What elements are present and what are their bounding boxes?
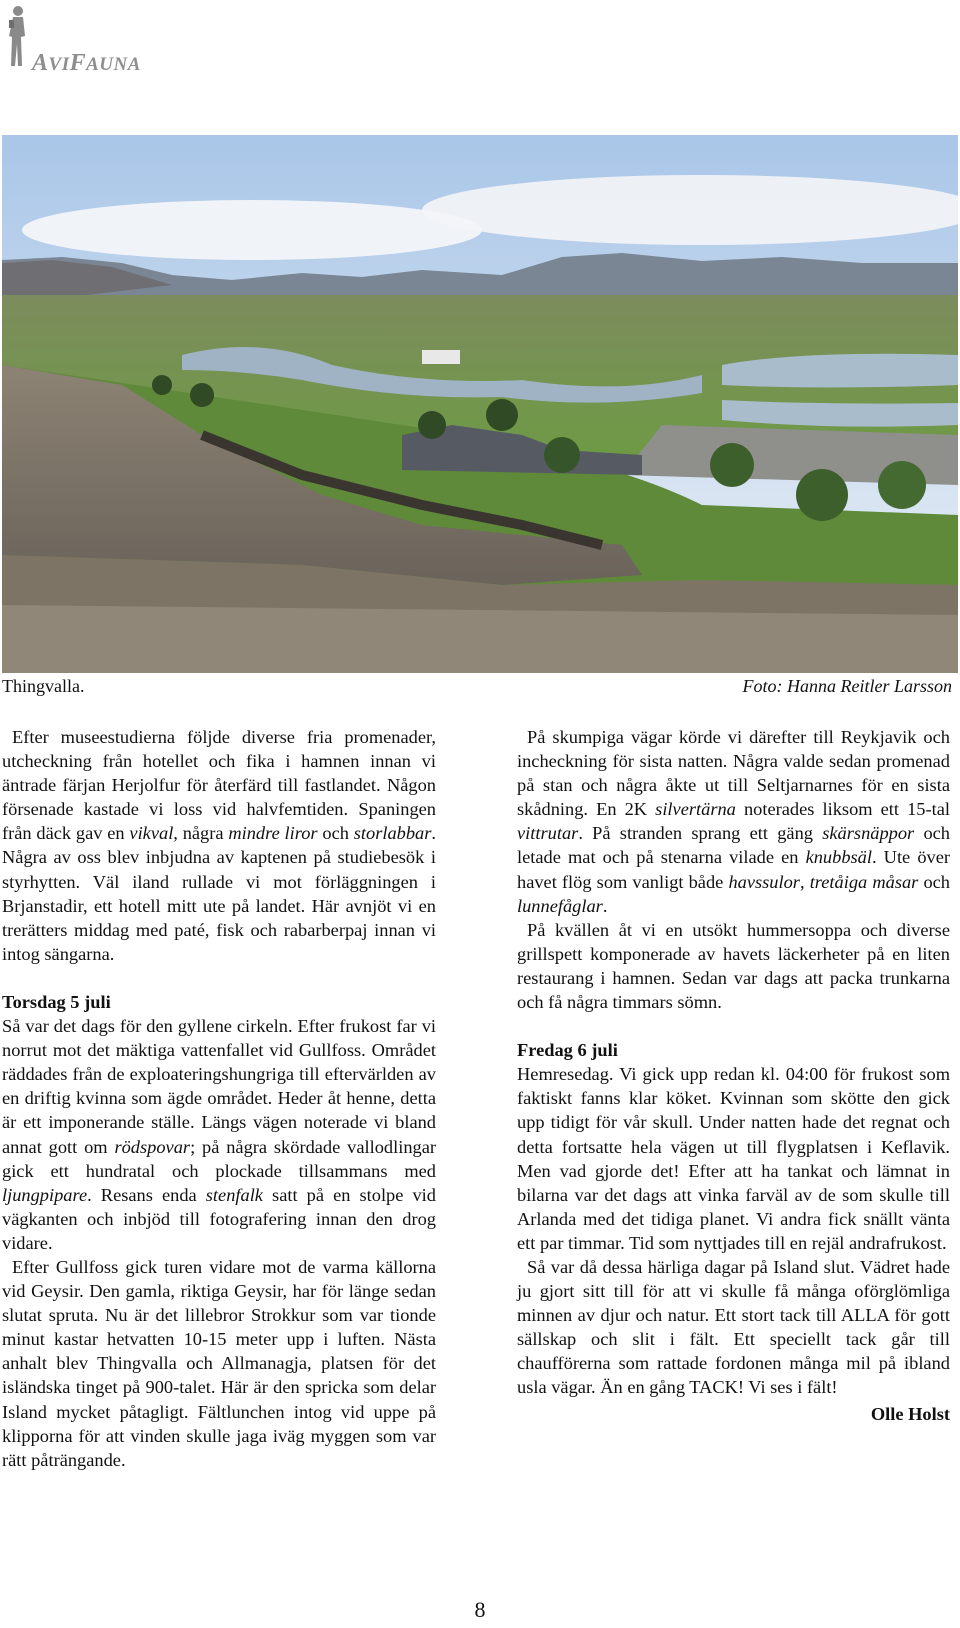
species-name: skärsnäppor	[822, 823, 915, 844]
species-name: vikval,	[129, 823, 178, 844]
photo-credit: Foto: Hanna Reitler Larsson	[742, 676, 952, 696]
paragraph	[517, 1255, 950, 1400]
species-name: stenfalk	[205, 1184, 263, 1205]
paragraph	[517, 1062, 950, 1255]
text-run: noterades liksom ett 15-tal	[735, 799, 950, 820]
species-name: havssulor	[728, 871, 800, 892]
paragraph	[2, 725, 436, 966]
species-name: ljungpipare	[2, 1184, 88, 1205]
right-column	[517, 725, 950, 1426]
text-run: och letade mat och på stenarna vilade en	[517, 823, 950, 868]
author-signature: Olle Holst	[870, 1403, 950, 1424]
paragraph	[2, 1014, 436, 1255]
species-name: vittrutar	[517, 823, 579, 844]
avifauna-logo	[4, 4, 204, 76]
text-run: Efter museestudierna följde diverse fria promenader, utcheckning från hotellet och fika i hamnen innan vi äntrade färjan Herjolfur för återfärd till fastlandet. Någon försenade kastade vi loss vid halvfemtiden. Spaningen från däck gav en	[2, 727, 436, 844]
text-run: och	[918, 871, 951, 892]
species-name: mindre liror	[228, 823, 318, 844]
photo-caption-place: Thingvalla.	[2, 676, 85, 696]
thingvalla-photo	[2, 135, 958, 673]
species-name: rödspovar	[114, 1136, 191, 1157]
text-run: . På stranden sprang ett gäng	[578, 823, 823, 844]
text-run: Så var då dessa härliga dagar på Island slut. Vädret hade ju gjort sitt till för att vi skulle få många oförglömliga minnen av djur och natur. Ett stort tack till ALLA för gott sällskap och slit i fält. Ett speciellt tack går till chaufförerna som rattade fordonen många mil på ibland usla vägar. Än en gång TACK! Vi ses i fält!	[517, 1256, 950, 1398]
text-run: . Några av oss blev inbjudna av kaptenen på studiebesök i styrhytten. Väl iland rullade vi mot förläggningen i Brjanstadir, ett hotell mitt ute på landet. Här avnjöt vi en trerätters middag med paté, fisk och rabarberpaj innan vi intog sängarna.	[2, 823, 437, 964]
text-run: några	[177, 823, 229, 844]
species-name: knubbsäl	[805, 847, 872, 868]
birdwatcher-figure-icon	[4, 4, 30, 74]
left-column	[2, 725, 436, 1472]
logo-text: AVIFAUNA	[32, 50, 141, 76]
paragraph	[517, 918, 950, 1014]
paragraph	[2, 1255, 436, 1472]
text-run: . Ute över havet flög som vanligt både	[517, 847, 950, 892]
species-name: tretåiga måsar	[809, 871, 919, 892]
text-run: Så var det dags för den gyllene cirkeln. Efter frukost far vi norrut mot det mäktiga vattenfallet vid Gullfoss. Området räddades från de exploateringshungriga till eftervärlden av en driftig kvinna som ägde området. Heder åt henne, detta är ett imponerande ställe. Längs vägen noterade vi bland annat gott om	[2, 1016, 436, 1157]
text-run: och	[317, 823, 354, 844]
paragraph	[517, 725, 950, 918]
text-run: ; på några skördade vallodlingar gick ett hundratal och plockade tillsammans med	[2, 1136, 436, 1181]
text-run: . Resans enda	[87, 1184, 206, 1205]
text-run: ,	[799, 871, 810, 892]
text-run: På skumpiga vägar körde vi därefter till Reykjavik och incheckning för sista natten. Några valde sedan promenad på stan och några åkte ut till Seltjarnarnes för en sista skådning. En 2K	[517, 727, 950, 820]
species-name: storlabbar	[353, 823, 432, 844]
species-name: silvertärna	[655, 799, 736, 820]
page-number: 8	[474, 1597, 486, 1622]
section-heading-fredag: Fredag 6 juli	[517, 1040, 618, 1061]
text-run: Hemresedag. Vi gick upp redan kl. 04:00 för frukost som faktiskt fanns klar köket. Kvinnan som skötte den gick upp tidigt för vår skull. Under natten hade det regnat och detta fortsatte hela vägen ut till flygplatsen i Keflavik. Men vad gjorde det! Efter att ha tankat och lämnat in bilarna var det dags att vinka farväl av de som skulle till Arlanda med det tidiga planet. Vi andra fick snällt vänta ett par timmar. Tid som nyttjades till en rejäl andrafrukost.	[517, 1064, 950, 1253]
section-heading-torsdag: Torsdag 5 juli	[2, 991, 111, 1012]
text-run: På kvällen åt vi en utsökt hummersoppa och diverse grillspett komponerade av havets läckerheter på en liten restaurang i hamnen. Sedan var dags att packa trunkarna och få några timmars sömn.	[517, 919, 950, 1013]
text-run: satt på en stolpe vid vägkanten och inbjöd till fotografering innan den drog vidare.	[2, 1184, 436, 1253]
species-name: lunnefåglar	[517, 895, 603, 916]
text-run: Efter Gullfoss gick turen vidare mot de varma källorna vid Geysir. Den gamla, riktiga Geysir, har för länge sedan slutat spruta. Nu är det lillebror Strokkur som var tionde minut kastar hetvatten 10-15 meter upp i luften. Nästa anhalt blev Thingvalla och Allmanagja, platsen för det isländska tinget på 900-talet. Här är den spricka som delar Island mycket påtagligt. Fältlunchen intog vid uppe på klipporna för att vinden skulle jaga iväg myggen som var rätt påträngande.	[2, 1256, 436, 1470]
text-run: .	[602, 895, 608, 916]
